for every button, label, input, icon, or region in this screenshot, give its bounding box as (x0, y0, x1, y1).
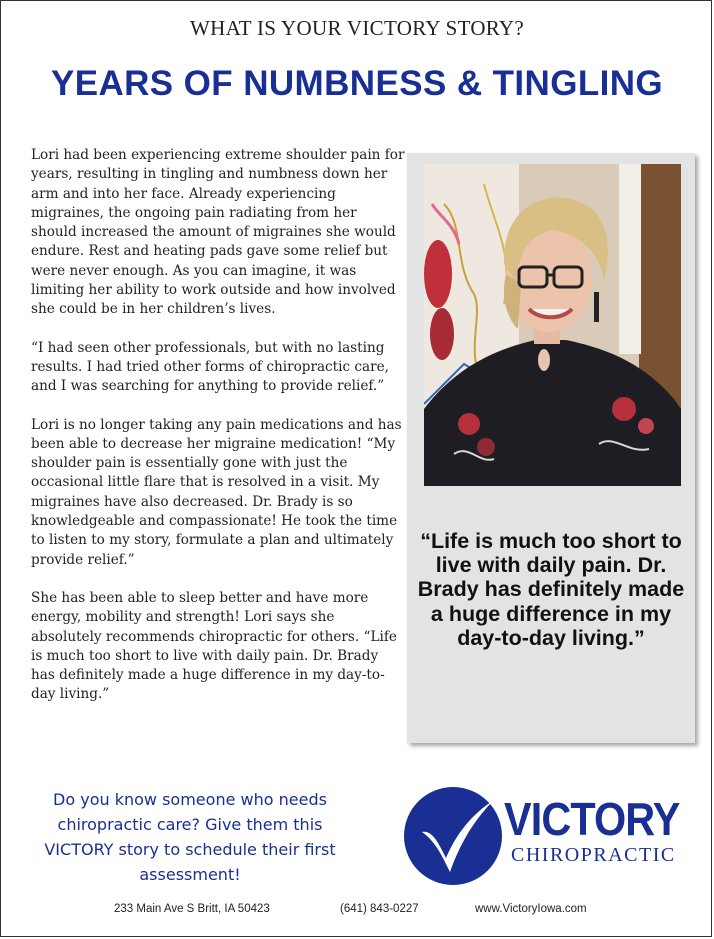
kicker-heading: WHAT IS YOUR VICTORY STORY? (189, 16, 525, 40)
check-swoosh-icon (398, 786, 510, 886)
patient-photo (424, 164, 681, 486)
story-paragraph-3: Lori is no longer taking any pain medications and has been able to decrease her migraine medication! “My shoulder pain is essentially gone with just the occasional little flare that is resolved in a visit. My migraines have also decreased. Dr. Brady is so knowledgeable and compassionate! He took the time to listen to my story, formulate a plan and ultimately provide relief.” (31, 416, 402, 568)
story-paragraph-2: “I had seen other professionals, but with no lasting results. I had tried other forms of chiropractic care, and I was searching for anything to provide relief.” (31, 339, 389, 395)
logo-wordmark: VICTORY (504, 793, 680, 845)
footer-website: www.VictoryIowa.com (475, 903, 587, 915)
page-title: YEARS OF NUMBNESS & TINGLING (50, 64, 664, 103)
logo-subtitle: CHIROPRACTIC (511, 844, 676, 866)
victory-logo (398, 786, 678, 886)
testimonial-card (407, 153, 695, 743)
story-paragraph-1: Lori had been experiencing extreme shoulder pain for years, resulting in tingling and numbness down her arm and into her face. Already experiencing migraines, the ongoing pain radiating from her should increased the amount of migraines she would endure. Rest and heating pads gave some relief but were never enough. As you can imagine, it was limiting her ability to work outside and how involved she could be in her children’s lives. (31, 147, 405, 318)
footer-address: 233 Main Ave S Britt, IA 50423 (114, 903, 270, 915)
story-paragraph-4: She has been able to sleep better and have more energy, mobility and strength! Lori says she absolutely recommends chiropractic for others. “Life is much too short to live with daily pain. Dr. Brady has definitely made a huge difference in my day-to-day living.” (31, 589, 397, 703)
footer-phone: (641) 843-0227 (340, 903, 419, 915)
call-to-action: Do you know someone who needs chiropractic care? Give them this VICTORY story to schedule their first assessment! (44, 790, 336, 884)
pull-quote: “Life is much too short to live with daily pain. Dr. Brady has definitely made a huge difference in my day-to-day living.” (417, 529, 685, 650)
story-body (31, 146, 405, 724)
